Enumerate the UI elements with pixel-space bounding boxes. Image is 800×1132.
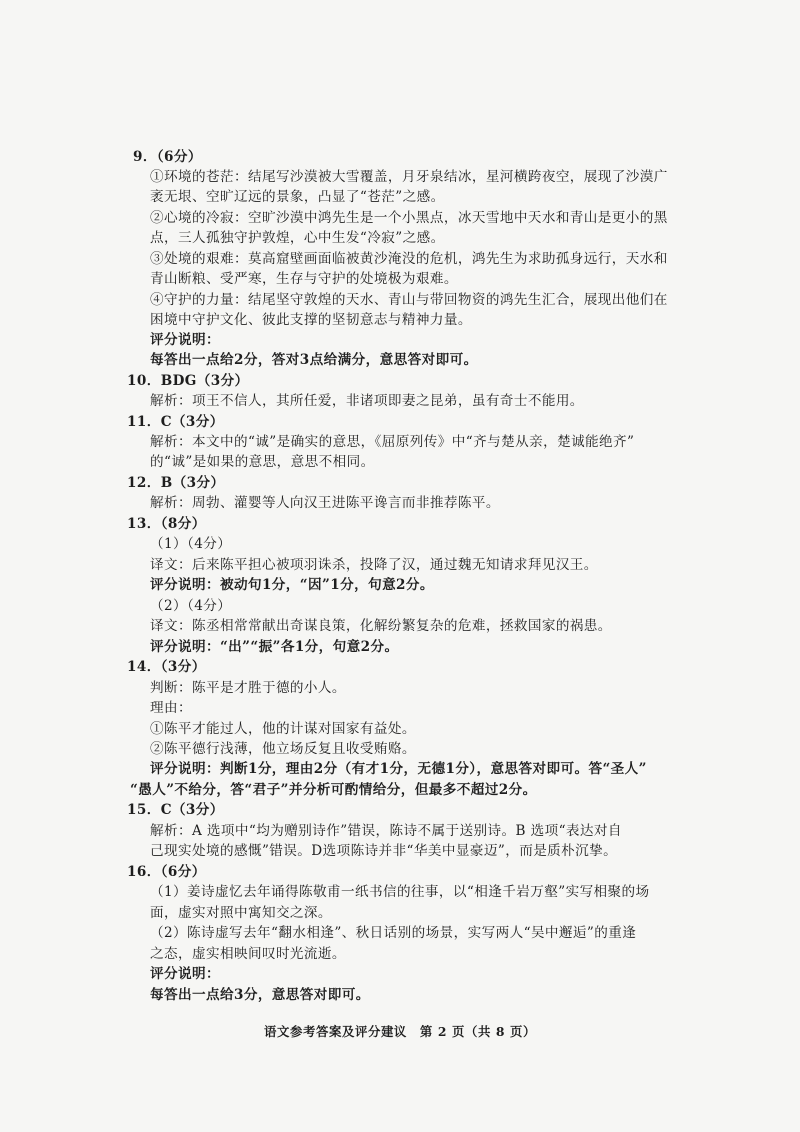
q13-translation-2: 译文：陈丞相常常献出奇谋良策，化解纷繁复杂的危难，拯救国家的祸患。 [150, 618, 612, 634]
q16-line-4: 之态，虚实相映间叹时光流逝。 [150, 946, 346, 962]
q16-line-1: （1）姜诗虚忆去年诵得陈敬甫一纸书信的往事，以“相逢千岩万壑”实写相聚的场 [150, 884, 650, 900]
q14-scoring-2: “愚人”不给分，答“君子”并分析可酌情给分，但最多不超过2分。 [130, 782, 537, 798]
q9-line-5: ③处境的艰难：莫高窟壁画面临被黄沙淹没的危机，鸿先生为求助孤身远行，天水和 [150, 251, 668, 267]
q9-line-6: 青山断粮、受严寒，生存与守护的处境极为艰难。 [150, 271, 458, 287]
q14-heading: 14．（3分） [127, 659, 206, 675]
q15-heading: 15．C（3分） [127, 802, 224, 818]
q14-reason-2: ②陈平德行浅薄，他立场反复且收受贿赂。 [150, 741, 416, 757]
q9-scoring-rule: 每答出一点给2分，答对3点给满分，意思答对即可。 [150, 352, 478, 368]
q10-heading: 10．BDG（3分） [127, 373, 249, 389]
q9-line-8: 困境中守护文化、彼此支撑的坚韧意志与精神力量。 [150, 312, 472, 328]
q15-line-2: 己现实处境的感慨”错误。D选项陈诗并非“华美中显豪迈”，而是质朴沉挚。 [150, 843, 618, 859]
q16-scoring-rule: 每答出一点给3分，意思答对即可。 [150, 987, 370, 1003]
q13-part-1: （1）（4分） [150, 536, 232, 552]
q16-line-2: 面，虚实对照中寓知交之深。 [150, 905, 332, 921]
q13-part-2: （2）（4分） [150, 598, 232, 614]
q9-line-1: ①环境的苍茫：结尾写沙漠被大雪覆盖，月牙泉结冰，星河横跨夜空，展现了沙漠广 [150, 169, 668, 185]
q13-translation-1: 译文：后来陈平担心被项羽诛杀，投降了汉，通过魏无知请求拜见汉王。 [150, 557, 598, 573]
q14-reason-label: 理由： [150, 700, 192, 716]
q9-heading: 9．（6分） [133, 149, 202, 165]
q14-scoring-1: 评分说明：判断1分，理由2分（有才1分，无德1分），意思答对即可。答“圣人” [150, 761, 647, 777]
q12-heading: 12．B（3分） [127, 475, 225, 491]
q11-heading: 11．C（3分） [127, 414, 224, 430]
q16-line-3: （2）陈诗虚写去年“翻水相逢”、秋日话别的场景，实写两人“吴中邂逅”的重逢 [150, 925, 637, 941]
q12-line-1: 解析：周勃、灌婴等人向汉王进陈平谗言而非推荐陈平。 [150, 495, 500, 511]
q11-line-1: 解析：本文中的“诚”是确实的意思，《屈原列传》中“齐与楚从亲，楚诚能绝齐” [150, 434, 635, 450]
q9-line-2: 袤无垠、空旷辽远的景象，凸显了“苍茫”之感。 [150, 189, 445, 205]
q13-heading: 13．（8分） [127, 516, 206, 532]
q9-line-7: ④守护的力量：结尾坚守敦煌的天水、青山与带回物资的鸿先生汇合，展现出他们在 [150, 292, 668, 308]
q13-scoring-2: 评分说明：“出”“振”各1分，句意2分。 [150, 639, 399, 655]
q9-scoring-label: 评分说明： [150, 332, 220, 348]
q13-scoring-1: 评分说明：被动句1分，“因”1分，句意2分。 [150, 577, 434, 593]
q9-line-3: ②心境的冷寂：空旷沙漠中鸿先生是一个小黑点，冰天雪地中天水和青山是更小的黑 [150, 210, 668, 226]
q10-line-1: 解析：项王不信人，其所任爱，非诸项即妻之昆弟，虽有奇士不能用。 [150, 393, 584, 409]
q16-heading: 16．（6分） [127, 864, 206, 880]
q9-line-4: 点，三人孤独守护敦煌，心中生发“冷寂”之感。 [150, 230, 445, 246]
q15-line-1: 解析：A 选项中“均为赠别诗作”错误，陈诗不属于送别诗。B 选项“表达对自 [150, 823, 622, 839]
page-footer: 语文参考答案及评分建议 第 2 页（共 8 页） [264, 1024, 536, 1039]
q11-line-2: 的“诚”是如果的意思，意思不相同。 [150, 454, 375, 470]
q16-scoring-label: 评分说明： [150, 966, 220, 982]
q14-reason-1: ①陈平才能过人，他的计谋对国家有益处。 [150, 721, 416, 737]
q14-judgment: 判断：陈平是才胜于德的小人。 [150, 680, 346, 696]
